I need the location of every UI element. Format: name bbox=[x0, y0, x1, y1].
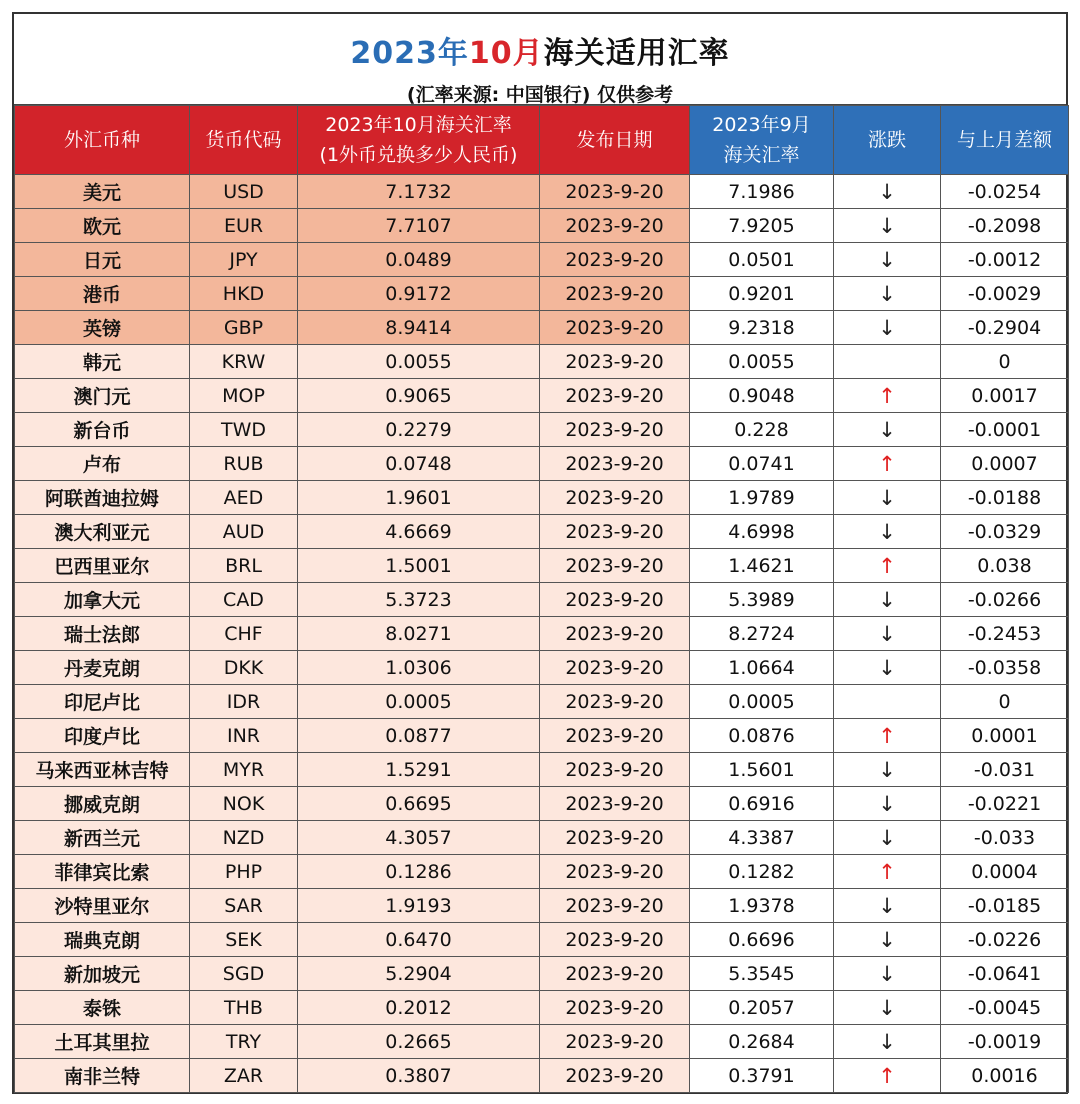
table-row bbox=[15, 889, 1069, 923]
header-sep-rate bbox=[690, 106, 834, 175]
arrow-up-icon: ↑ bbox=[834, 379, 941, 413]
arrow-up-icon: ↑ bbox=[834, 549, 941, 583]
sep-rate-cell: 0.6696 bbox=[690, 923, 834, 957]
table-row bbox=[15, 175, 1069, 209]
oct-rate-cell: 7.1732 bbox=[298, 175, 540, 209]
oct-rate-cell: 1.5291 bbox=[298, 753, 540, 787]
table-row bbox=[15, 753, 1069, 787]
currency-code-cell: TRY bbox=[190, 1025, 298, 1059]
oct-rate-cell: 0.6695 bbox=[298, 787, 540, 821]
table-row bbox=[15, 345, 1069, 379]
currency-code-cell: EUR bbox=[190, 209, 298, 243]
header-sep-rate-line1: 2023年9月 bbox=[712, 114, 811, 136]
publish-date-cell: 2023-9-20 bbox=[540, 549, 690, 583]
arrow-down-icon: ↓ bbox=[834, 957, 941, 991]
table-row bbox=[15, 515, 1069, 549]
currency-code-cell: AED bbox=[190, 481, 298, 515]
currency-code-cell: THB bbox=[190, 991, 298, 1025]
diff-cell: -0.031 bbox=[941, 753, 1069, 787]
publish-date-cell: 2023-9-20 bbox=[540, 583, 690, 617]
table-row bbox=[15, 243, 1069, 277]
diff-cell: -0.2904 bbox=[941, 311, 1069, 345]
oct-rate-cell: 5.3723 bbox=[298, 583, 540, 617]
diff-cell: -0.0029 bbox=[941, 277, 1069, 311]
currency-name-cell: 印尼卢比 bbox=[15, 685, 190, 719]
diff-cell: 0.0004 bbox=[941, 855, 1069, 889]
table-row bbox=[15, 821, 1069, 855]
header-oct-rate-line2: (1外币兑换多少人民币) bbox=[319, 144, 518, 166]
currency-code-cell: NZD bbox=[190, 821, 298, 855]
table-row bbox=[15, 617, 1069, 651]
diff-cell: -0.2098 bbox=[941, 209, 1069, 243]
header-oct-rate-line1: 2023年10月海关汇率 bbox=[325, 114, 512, 136]
currency-code-cell: BRL bbox=[190, 549, 298, 583]
currency-name-cell: 马来西亚林吉特 bbox=[15, 753, 190, 787]
header-currency: 外汇币种 bbox=[15, 106, 190, 175]
sep-rate-cell: 7.9205 bbox=[690, 209, 834, 243]
arrow-down-icon: ↓ bbox=[834, 651, 941, 685]
publish-date-cell: 2023-9-20 bbox=[540, 719, 690, 753]
arrow-up-icon: ↑ bbox=[834, 719, 941, 753]
table-row bbox=[15, 583, 1069, 617]
sep-rate-cell: 0.9201 bbox=[690, 277, 834, 311]
publish-date-cell: 2023-9-20 bbox=[540, 753, 690, 787]
page-subtitle: (汇率来源: 中国银行) 仅供参考 bbox=[406, 84, 674, 106]
sep-rate-cell: 1.0664 bbox=[690, 651, 834, 685]
currency-name-cell: 挪威克朗 bbox=[15, 787, 190, 821]
table-row bbox=[15, 447, 1069, 481]
sep-rate-cell: 9.2318 bbox=[690, 311, 834, 345]
currency-name-cell: 加拿大元 bbox=[15, 583, 190, 617]
publish-date-cell: 2023-9-20 bbox=[540, 651, 690, 685]
publish-date-cell: 2023-9-20 bbox=[540, 617, 690, 651]
sep-rate-cell: 0.9048 bbox=[690, 379, 834, 413]
header-diff: 与上月差额 bbox=[941, 106, 1069, 175]
currency-name-cell: 新西兰元 bbox=[15, 821, 190, 855]
sep-rate-cell: 1.4621 bbox=[690, 549, 834, 583]
currency-code-cell: AUD bbox=[190, 515, 298, 549]
oct-rate-cell: 0.9065 bbox=[298, 379, 540, 413]
diff-cell: 0.0001 bbox=[941, 719, 1069, 753]
arrow-down-icon: ↓ bbox=[834, 277, 941, 311]
table-row bbox=[15, 651, 1069, 685]
sep-rate-cell: 8.2724 bbox=[690, 617, 834, 651]
arrow-down-icon: ↓ bbox=[834, 617, 941, 651]
currency-name-cell: 阿联酋迪拉姆 bbox=[15, 481, 190, 515]
currency-code-cell: INR bbox=[190, 719, 298, 753]
diff-cell: -0.0329 bbox=[941, 515, 1069, 549]
oct-rate-cell: 0.0489 bbox=[298, 243, 540, 277]
publish-date-cell: 2023-9-20 bbox=[540, 991, 690, 1025]
oct-rate-cell: 1.9193 bbox=[298, 889, 540, 923]
diff-cell: -0.033 bbox=[941, 821, 1069, 855]
table-row bbox=[15, 855, 1069, 889]
oct-rate-cell: 0.2012 bbox=[298, 991, 540, 1025]
table-row bbox=[15, 787, 1069, 821]
currency-name-cell: 土耳其里拉 bbox=[15, 1025, 190, 1059]
arrow-up-icon: ↑ bbox=[834, 447, 941, 481]
arrow-down-icon: ↓ bbox=[834, 413, 941, 447]
arrow-down-icon: ↓ bbox=[834, 209, 941, 243]
table-body bbox=[15, 175, 1069, 1093]
publish-date-cell: 2023-9-20 bbox=[540, 821, 690, 855]
currency-name-cell: 瑞典克朗 bbox=[15, 923, 190, 957]
publish-date-cell: 2023-9-20 bbox=[540, 515, 690, 549]
sep-rate-cell: 0.2684 bbox=[690, 1025, 834, 1059]
table-row bbox=[15, 413, 1069, 447]
currency-name-cell: 巴西里亚尔 bbox=[15, 549, 190, 583]
currency-name-cell: 南非兰特 bbox=[15, 1059, 190, 1093]
currency-code-cell: ZAR bbox=[190, 1059, 298, 1093]
currency-name-cell: 英镑 bbox=[15, 311, 190, 345]
arrow-down-icon: ↓ bbox=[834, 311, 941, 345]
sep-rate-cell: 0.0005 bbox=[690, 685, 834, 719]
sep-rate-cell: 0.0876 bbox=[690, 719, 834, 753]
diff-cell: -0.0641 bbox=[941, 957, 1069, 991]
currency-name-cell: 澳大利亚元 bbox=[15, 515, 190, 549]
arrow-down-icon: ↓ bbox=[834, 243, 941, 277]
publish-date-cell: 2023-9-20 bbox=[540, 957, 690, 991]
sep-rate-cell: 5.3989 bbox=[690, 583, 834, 617]
currency-code-cell: SEK bbox=[190, 923, 298, 957]
publish-date-cell: 2023-9-20 bbox=[540, 175, 690, 209]
oct-rate-cell: 8.0271 bbox=[298, 617, 540, 651]
oct-rate-cell: 0.0877 bbox=[298, 719, 540, 753]
diff-cell: -0.0221 bbox=[941, 787, 1069, 821]
diff-cell: -0.2453 bbox=[941, 617, 1069, 651]
table-row bbox=[15, 481, 1069, 515]
table-row bbox=[15, 379, 1069, 413]
publish-date-cell: 2023-9-20 bbox=[540, 379, 690, 413]
sep-rate-cell: 7.1986 bbox=[690, 175, 834, 209]
table-row bbox=[15, 923, 1069, 957]
diff-cell: -0.0226 bbox=[941, 923, 1069, 957]
publish-date-cell: 2023-9-20 bbox=[540, 1025, 690, 1059]
publish-date-cell: 2023-9-20 bbox=[540, 889, 690, 923]
title-rest: 海关适用汇率 bbox=[543, 36, 730, 71]
currency-name-cell: 沙特里亚尔 bbox=[15, 889, 190, 923]
oct-rate-cell: 1.5001 bbox=[298, 549, 540, 583]
sep-rate-cell: 0.228 bbox=[690, 413, 834, 447]
arrow-down-icon: ↓ bbox=[834, 821, 941, 855]
oct-rate-cell: 0.6470 bbox=[298, 923, 540, 957]
sep-rate-cell: 1.9789 bbox=[690, 481, 834, 515]
oct-rate-cell: 4.3057 bbox=[298, 821, 540, 855]
currency-name-cell: 日元 bbox=[15, 243, 190, 277]
oct-rate-cell: 0.2665 bbox=[298, 1025, 540, 1059]
publish-date-cell: 2023-9-20 bbox=[540, 481, 690, 515]
arrow-down-icon: ↓ bbox=[834, 515, 941, 549]
diff-cell: 0 bbox=[941, 685, 1069, 719]
publish-date-cell: 2023-9-20 bbox=[540, 311, 690, 345]
sep-rate-cell: 0.1282 bbox=[690, 855, 834, 889]
oct-rate-cell: 0.0055 bbox=[298, 345, 540, 379]
oct-rate-cell: 7.7107 bbox=[298, 209, 540, 243]
table-header-row bbox=[15, 106, 1069, 175]
publish-date-cell: 2023-9-20 bbox=[540, 447, 690, 481]
publish-date-cell: 2023-9-20 bbox=[540, 277, 690, 311]
sep-rate-cell: 1.5601 bbox=[690, 753, 834, 787]
sep-rate-cell: 0.0501 bbox=[690, 243, 834, 277]
currency-name-cell: 印度卢比 bbox=[15, 719, 190, 753]
currency-code-cell: IDR bbox=[190, 685, 298, 719]
currency-code-cell: NOK bbox=[190, 787, 298, 821]
header-change: 涨跌 bbox=[834, 106, 941, 175]
table-row bbox=[15, 991, 1069, 1025]
arrow-down-icon: ↓ bbox=[834, 1025, 941, 1059]
currency-name-cell: 瑞士法郎 bbox=[15, 617, 190, 651]
currency-code-cell: USD bbox=[190, 175, 298, 209]
rate-table-frame bbox=[12, 12, 1068, 1094]
diff-cell: -0.0266 bbox=[941, 583, 1069, 617]
currency-name-cell: 新台币 bbox=[15, 413, 190, 447]
diff-cell: 0.0007 bbox=[941, 447, 1069, 481]
oct-rate-cell: 0.9172 bbox=[298, 277, 540, 311]
currency-name-cell: 丹麦克朗 bbox=[15, 651, 190, 685]
oct-rate-cell: 0.0748 bbox=[298, 447, 540, 481]
oct-rate-cell: 0.2279 bbox=[298, 413, 540, 447]
sep-rate-cell: 0.0055 bbox=[690, 345, 834, 379]
diff-cell: 0.0017 bbox=[941, 379, 1069, 413]
oct-rate-cell: 0.3807 bbox=[298, 1059, 540, 1093]
currency-name-cell: 港币 bbox=[15, 277, 190, 311]
currency-code-cell: HKD bbox=[190, 277, 298, 311]
sep-rate-cell: 1.9378 bbox=[690, 889, 834, 923]
sep-rate-cell: 4.6998 bbox=[690, 515, 834, 549]
table-row bbox=[15, 277, 1069, 311]
diff-cell: -0.0045 bbox=[941, 991, 1069, 1025]
oct-rate-cell: 0.1286 bbox=[298, 855, 540, 889]
currency-name-cell: 欧元 bbox=[15, 209, 190, 243]
currency-name-cell: 澳门元 bbox=[15, 379, 190, 413]
publish-date-cell: 2023-9-20 bbox=[540, 787, 690, 821]
change-arrow-cell bbox=[834, 685, 941, 719]
publish-date-cell: 2023-9-20 bbox=[540, 685, 690, 719]
arrow-up-icon: ↑ bbox=[834, 1059, 941, 1093]
sep-rate-cell: 0.6916 bbox=[690, 787, 834, 821]
publish-date-cell: 2023-9-20 bbox=[540, 1059, 690, 1093]
oct-rate-cell: 0.0005 bbox=[298, 685, 540, 719]
currency-code-cell: SGD bbox=[190, 957, 298, 991]
title-month: 10月 bbox=[468, 36, 544, 71]
currency-code-cell: DKK bbox=[190, 651, 298, 685]
currency-name-cell: 新加坡元 bbox=[15, 957, 190, 991]
oct-rate-cell: 5.2904 bbox=[298, 957, 540, 991]
currency-name-cell: 卢布 bbox=[15, 447, 190, 481]
publish-date-cell: 2023-9-20 bbox=[540, 345, 690, 379]
arrow-down-icon: ↓ bbox=[834, 481, 941, 515]
table-row bbox=[15, 957, 1069, 991]
diff-cell: -0.0254 bbox=[941, 175, 1069, 209]
header-oct-rate bbox=[298, 106, 540, 175]
arrow-down-icon: ↓ bbox=[834, 583, 941, 617]
sep-rate-cell: 4.3387 bbox=[690, 821, 834, 855]
page-title bbox=[14, 14, 1066, 72]
diff-cell: -0.0012 bbox=[941, 243, 1069, 277]
header-date: 发布日期 bbox=[540, 106, 690, 175]
sep-rate-cell: 0.3791 bbox=[690, 1059, 834, 1093]
arrow-down-icon: ↓ bbox=[834, 923, 941, 957]
currency-code-cell: MYR bbox=[190, 753, 298, 787]
table-row bbox=[15, 549, 1069, 583]
currency-code-cell: TWD bbox=[190, 413, 298, 447]
table-row bbox=[15, 311, 1069, 345]
currency-name-cell: 菲律宾比索 bbox=[15, 855, 190, 889]
arrow-down-icon: ↓ bbox=[834, 889, 941, 923]
sep-rate-cell: 0.0741 bbox=[690, 447, 834, 481]
diff-cell: 0.038 bbox=[941, 549, 1069, 583]
title-year: 2023年 bbox=[350, 36, 469, 71]
table-row bbox=[15, 209, 1069, 243]
diff-cell: 0 bbox=[941, 345, 1069, 379]
currency-code-cell: CAD bbox=[190, 583, 298, 617]
currency-code-cell: RUB bbox=[190, 447, 298, 481]
arrow-down-icon: ↓ bbox=[834, 753, 941, 787]
table-row bbox=[15, 1059, 1069, 1093]
arrow-down-icon: ↓ bbox=[834, 787, 941, 821]
title-area bbox=[14, 14, 1066, 105]
diff-cell: -0.0188 bbox=[941, 481, 1069, 515]
currency-code-cell: MOP bbox=[190, 379, 298, 413]
header-sep-rate-line2: 海关汇率 bbox=[723, 144, 800, 166]
arrow-up-icon: ↑ bbox=[834, 855, 941, 889]
diff-cell: -0.0019 bbox=[941, 1025, 1069, 1059]
table-row bbox=[15, 719, 1069, 753]
sep-rate-cell: 5.3545 bbox=[690, 957, 834, 991]
oct-rate-cell: 1.0306 bbox=[298, 651, 540, 685]
diff-cell: 0.0016 bbox=[941, 1059, 1069, 1093]
currency-code-cell: PHP bbox=[190, 855, 298, 889]
diff-cell: -0.0358 bbox=[941, 651, 1069, 685]
change-arrow-cell bbox=[834, 345, 941, 379]
sep-rate-cell: 0.2057 bbox=[690, 991, 834, 1025]
diff-cell: -0.0001 bbox=[941, 413, 1069, 447]
currency-code-cell: JPY bbox=[190, 243, 298, 277]
currency-name-cell: 韩元 bbox=[15, 345, 190, 379]
arrow-down-icon: ↓ bbox=[834, 175, 941, 209]
publish-date-cell: 2023-9-20 bbox=[540, 413, 690, 447]
exchange-rate-table bbox=[14, 105, 1069, 1093]
oct-rate-cell: 1.9601 bbox=[298, 481, 540, 515]
currency-code-cell: CHF bbox=[190, 617, 298, 651]
currency-name-cell: 美元 bbox=[15, 175, 190, 209]
table-row bbox=[15, 685, 1069, 719]
publish-date-cell: 2023-9-20 bbox=[540, 243, 690, 277]
currency-name-cell: 泰铢 bbox=[15, 991, 190, 1025]
currency-code-cell: SAR bbox=[190, 889, 298, 923]
publish-date-cell: 2023-9-20 bbox=[540, 855, 690, 889]
publish-date-cell: 2023-9-20 bbox=[540, 923, 690, 957]
currency-code-cell: GBP bbox=[190, 311, 298, 345]
arrow-down-icon: ↓ bbox=[834, 991, 941, 1025]
header-code: 货币代码 bbox=[190, 106, 298, 175]
currency-code-cell: KRW bbox=[190, 345, 298, 379]
table-row bbox=[15, 1025, 1069, 1059]
publish-date-cell: 2023-9-20 bbox=[540, 209, 690, 243]
oct-rate-cell: 8.9414 bbox=[298, 311, 540, 345]
oct-rate-cell: 4.6669 bbox=[298, 515, 540, 549]
diff-cell: -0.0185 bbox=[941, 889, 1069, 923]
